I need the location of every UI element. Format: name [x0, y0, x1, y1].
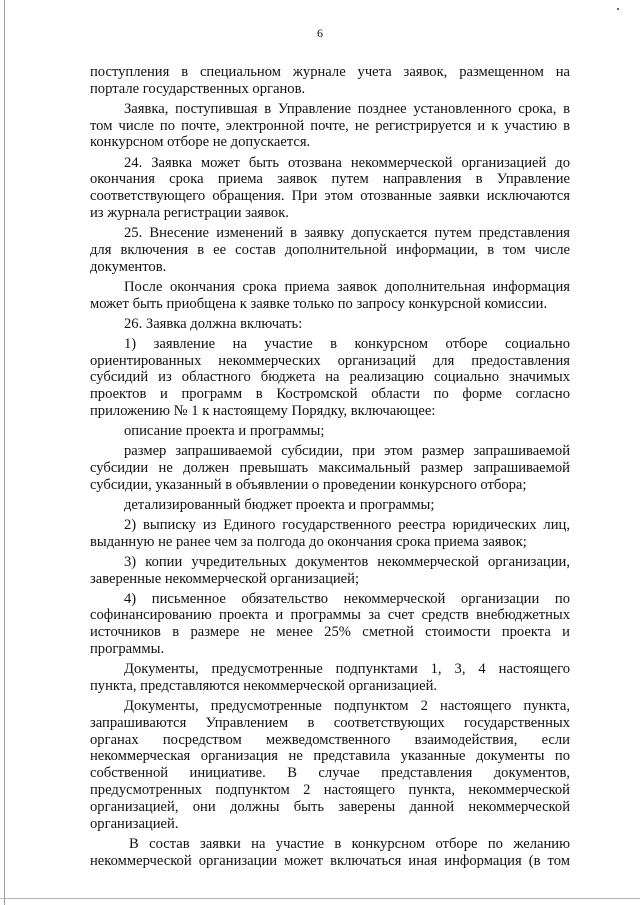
- text-line: соответствующего обращения. При этом отозванные заявки исключаются: [90, 188, 570, 205]
- paragraph: [90, 279, 570, 313]
- text-line: 24. Заявка может быть отозвана некоммерческой организацией до: [124, 154, 570, 171]
- text-line: размер запрашиваемой субсидии, при этом размер запрашиваемой: [124, 443, 570, 460]
- text-line: 25. Внесение изменений в заявку допускается путем представления: [124, 225, 570, 242]
- text-line: пункта, представляются некоммерческой организацией.: [90, 677, 438, 694]
- paragraph: [90, 497, 570, 514]
- text-line: для включения в ее состав дополнительной информации, в том числе: [90, 241, 570, 258]
- paragraph: [90, 336, 570, 420]
- text-line: может быть приобщена к заявке только по запросу конкурсной комиссии.: [90, 295, 548, 312]
- document-body: [90, 64, 570, 869]
- paragraph: [90, 64, 570, 98]
- text-line: выданную не ранее чем за полгода до окончания срока приема заявок;: [90, 533, 527, 550]
- text-line: портале государственных органов.: [90, 80, 306, 97]
- text-line: субсидий из областного бюджета на реализацию социально значимых: [90, 369, 570, 386]
- text-line: окончания срока приема заявок путем направления в Управление: [90, 171, 570, 188]
- text-line: В состав заявки на участие в конкурсном отборе по желанию: [129, 835, 570, 852]
- text-line: запрашиваются Управлением в соответствующих государственных: [90, 714, 570, 731]
- paragraph: [90, 155, 570, 222]
- paragraph: [90, 836, 570, 870]
- text-line: описание проекта и программы;: [124, 423, 325, 440]
- text-line: проектов и программ в Костромской области по форме согласно: [90, 386, 570, 403]
- text-line: 2) выписку из Единого государственного реестра юридических лиц,: [124, 516, 570, 533]
- text-line: источников в размере не менее 25% сметной стоимости проекта и: [90, 624, 570, 641]
- text-line: конкурсном отборе не допускается.: [90, 134, 311, 151]
- text-line: После окончания срока приема заявок дополнительная информация: [124, 278, 570, 295]
- text-line: органах посредством межведомственного взаимодействия, если: [90, 731, 570, 748]
- paragraph: [90, 698, 570, 832]
- text-line: документов.: [90, 258, 167, 275]
- paragraph: [90, 443, 570, 493]
- text-line: организацией.: [90, 815, 179, 832]
- text-line: 4) письменное обязательство некоммерческой организации по: [124, 590, 570, 607]
- text-line: некоммерческой организации может включаться иная информация (в том: [90, 852, 570, 869]
- paragraph: [90, 591, 570, 658]
- page-bottom-edge: [0, 898, 640, 899]
- text-line: предусмотренных подпунктом 2 настоящего пункта, некоммерческой: [90, 782, 570, 799]
- text-line: поступления в специальном журнале учета заявок, размещенном на: [90, 64, 570, 80]
- paragraph: [90, 661, 570, 695]
- paragraph: [90, 554, 570, 588]
- paragraph: [90, 101, 570, 151]
- text-line: 26. Заявка должна включать:: [124, 315, 303, 332]
- text-line: 3) копии учредительных документов некоммерческой организации,: [124, 553, 570, 570]
- text-line: субсидии не должен превышать максимальный размер запрашиваемой: [90, 459, 570, 476]
- text-line: из журнала регистрации заявок.: [90, 204, 289, 221]
- text-line: Документы, предусмотренные подпунктом 2 настоящего пункта,: [124, 698, 570, 715]
- paragraph: [90, 225, 570, 275]
- text-line: Документы, предусмотренные подпунктами 1, 3, 4 настоящего: [124, 661, 570, 678]
- text-line: том числе по почте, электронной почте, не регистрируется и к участию в: [90, 117, 570, 134]
- page-left-edge: [4, 0, 5, 905]
- text-line: субсидии, указанный в объявлении о проведении конкурсного отбора;: [90, 476, 527, 493]
- text-line: собственной инициативе. В случае представления документов,: [90, 765, 570, 782]
- page-number: 6: [317, 26, 323, 40]
- text-line: заверенные некоммерческой организацией;: [90, 570, 360, 587]
- paragraph: [90, 517, 570, 551]
- text-line: ориентированных некоммерческих организаций для предоставления: [90, 352, 570, 369]
- text-line: приложению № 1 к настоящему Порядку, включающее:: [90, 402, 436, 419]
- text-line: 1) заявление на участие в конкурсном отборе социально: [124, 335, 570, 352]
- text-line: Заявка, поступившая в Управление позднее установленного срока, в: [124, 100, 570, 117]
- text-line: программы.: [90, 641, 165, 658]
- scan-dot: [617, 8, 619, 10]
- paragraph: [90, 316, 570, 333]
- paragraph: [90, 423, 570, 440]
- text-line: организацией, они должны быть заверены данной некоммерческой: [90, 798, 570, 815]
- text-line: софинансированию проекта и программы за счет средств внебюджетных: [90, 607, 570, 624]
- text-line: некоммерческая организация не представила указанные документы по: [90, 748, 570, 765]
- text-line: детализированный бюджет проекта и программы;: [124, 496, 435, 513]
